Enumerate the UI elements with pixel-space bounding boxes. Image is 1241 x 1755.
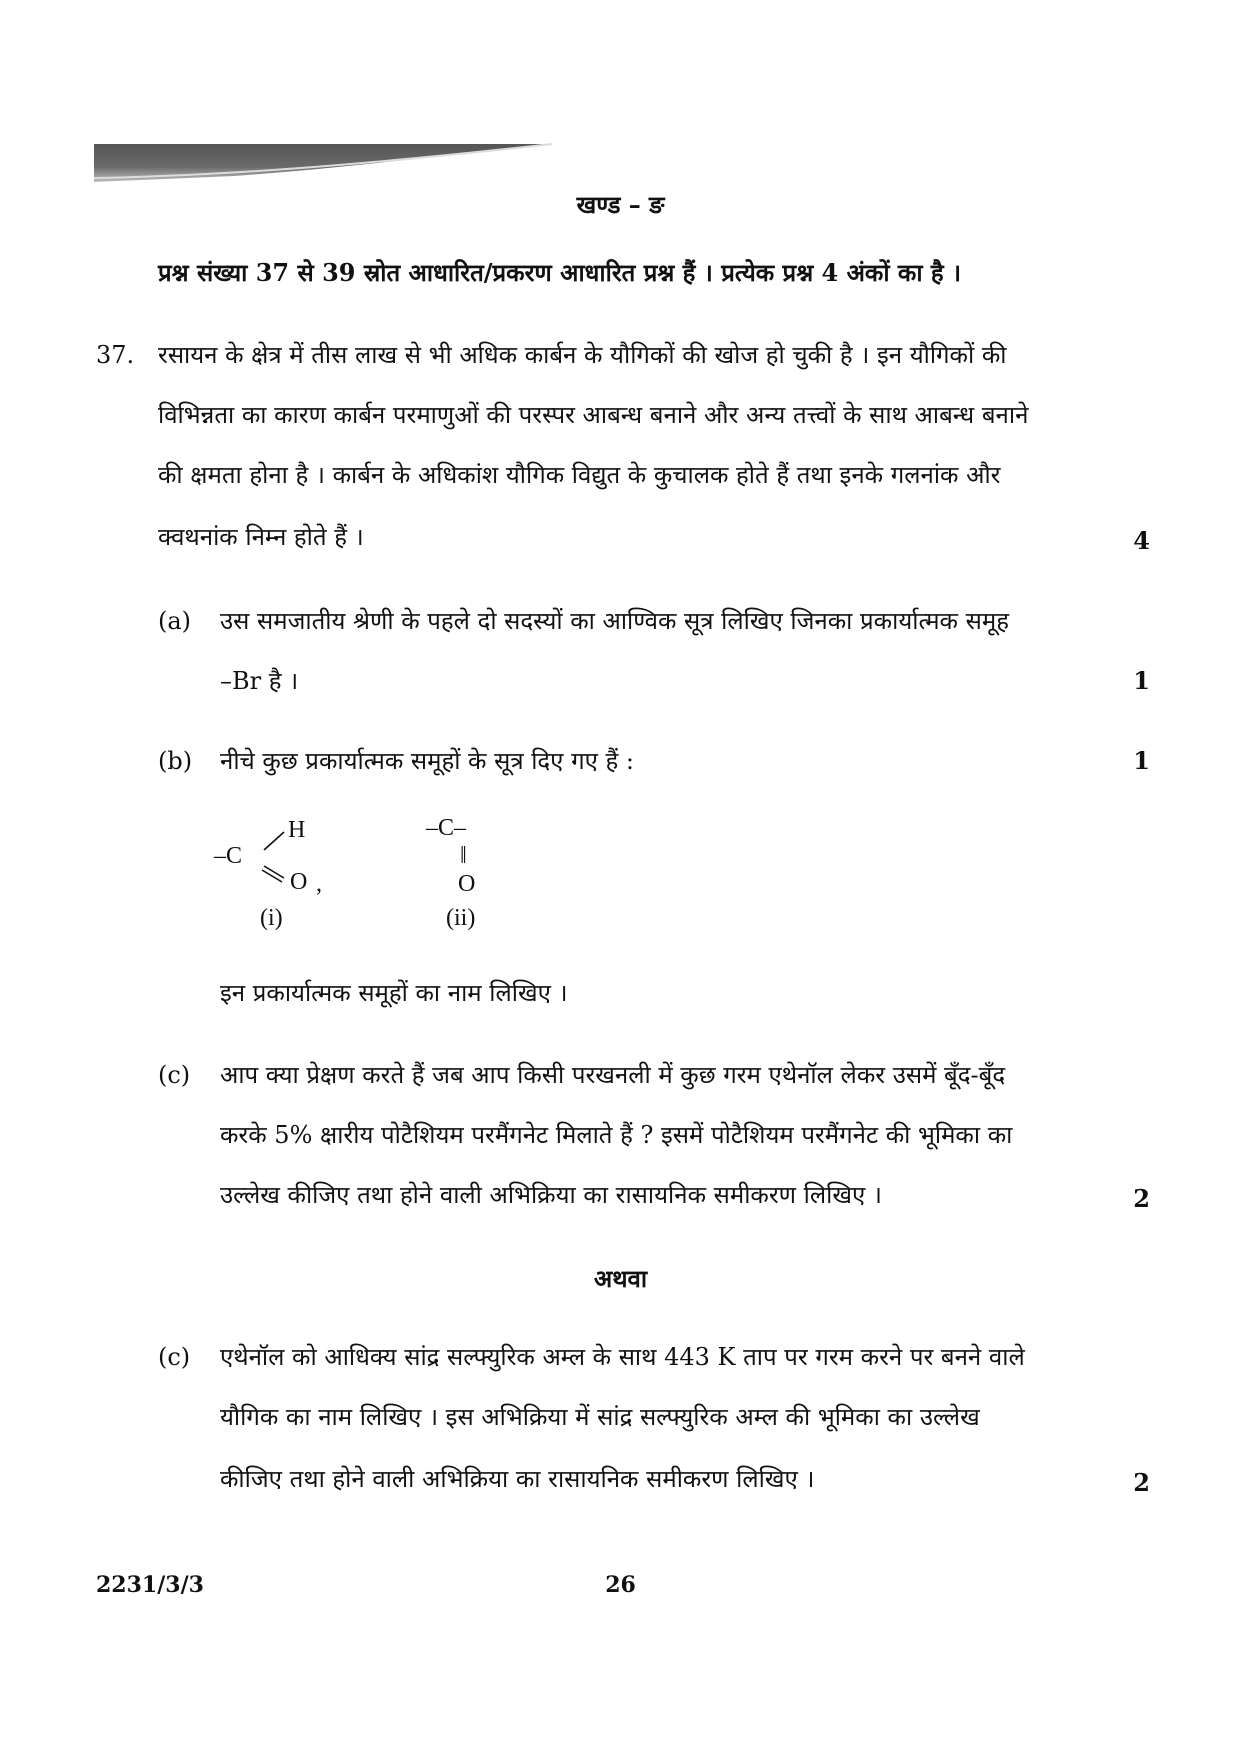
- part-a-label: (a): [158, 607, 192, 635]
- header-decorative-bar: [94, 142, 554, 184]
- part-c-line: आप क्या प्रेक्षण करते हैं जब आप किसी परखनली में कुछ गरम एथेनॉल लेकर उसमें बूँद-बूँद: [220, 1061, 1006, 1089]
- formula-i-oxygen: O: [290, 869, 308, 895]
- or-divider: अथवा: [593, 1264, 648, 1293]
- part-b-line: नीचे कुछ प्रकार्यात्मक समूहों के सूत्र दिए गए हैं :: [220, 747, 634, 775]
- passage-line: क्वथनांक निम्न होते हैं ।: [158, 523, 364, 551]
- formula-ketone-group: [420, 814, 530, 934]
- part-c-alt-line: कीजिए तथा होने वाली अभिक्रिया का रासायनिक समीकरण लिखिए ।: [220, 1465, 815, 1493]
- formula-i-comma: ,: [316, 871, 322, 897]
- part-b-marks: 1: [1133, 746, 1150, 775]
- question-number: 37.: [96, 341, 135, 369]
- part-c-label: (c): [158, 1061, 191, 1089]
- formula-i-hydrogen: H: [288, 817, 306, 843]
- passage-line: की क्षमता होना है । कार्बन के अधिकांश यौगिक विद्युत के कुचालक होते हैं तथा इनके गलनांक और: [158, 461, 1001, 489]
- formula-ii-oxygen: O: [458, 871, 476, 897]
- part-b-ask: इन प्रकार्यात्मक समूहों का नाम लिखिए ।: [220, 979, 568, 1007]
- instruction-text: प्रश्न संख्या 37 से 39 स्रोत आधारित/प्रकरण आधारित प्रश्न हैं । प्रत्येक प्रश्न 4 अंकों का है ।: [158, 258, 962, 287]
- passage-marks: 4: [1133, 526, 1150, 555]
- part-c-alt-marks: 2: [1133, 1468, 1150, 1497]
- part-c-alt-label: (c): [158, 1343, 191, 1371]
- formula-aldehyde-group: [210, 814, 340, 934]
- formula-i-bonds: [210, 814, 340, 904]
- formula-i-carbon: –C: [214, 843, 243, 869]
- page-number: 26: [605, 1572, 636, 1598]
- formula-ii-double-bond: ‖: [460, 843, 467, 869]
- passage-line: रसायन के क्षेत्र में तीस लाख से भी अधिक कार्बन के यौगिकों की खोज हो चुकी है । इन यौगिकों की: [158, 341, 1007, 369]
- formula-ii-carbon: –C–: [426, 815, 467, 841]
- formula-i-label: (i): [260, 905, 283, 931]
- part-a-line: उस समजातीय श्रेणी के पहले दो सदस्यों का आण्विक सूत्र लिखिए जिनका प्रकार्यात्मक समूह: [220, 607, 1009, 635]
- part-a-marks: 1: [1133, 666, 1150, 695]
- part-c-marks: 2: [1133, 1184, 1150, 1213]
- part-c-line: करके 5% क्षारीय पोटैशियम परमैंगनेट मिलाते हैं ? इसमें पोटैशियम परमैंगनेट की भूमिका का: [220, 1121, 1013, 1149]
- part-c-line: उल्लेख कीजिए तथा होने वाली अभिक्रिया का रासायनिक समीकरण लिखिए ।: [220, 1181, 882, 1209]
- paper-code: 2231/3/3: [96, 1572, 204, 1598]
- section-title: खण्ड – ङ: [576, 190, 665, 219]
- part-c-alt-line: एथेनॉल को आधिक्य सांद्र सल्फ्युरिक अम्ल के साथ 443 K ताप पर गरम करने पर बनने वाले: [220, 1343, 1025, 1371]
- part-a-line: –Br है ।: [220, 667, 299, 695]
- part-b-label: (b): [158, 747, 193, 775]
- formula-ii-label: (ii): [446, 905, 476, 931]
- passage-line: विभिन्नता का कारण कार्बन परमाणुओं की परस्पर आबन्ध बनाने और अन्य तत्त्वों के साथ आबन्ध बनाने: [158, 401, 1029, 429]
- part-c-alt-line: यौगिक का नाम लिखिए । इस अभिक्रिया में सांद्र सल्फ्युरिक अम्ल की भूमिका का उल्लेख: [220, 1403, 980, 1431]
